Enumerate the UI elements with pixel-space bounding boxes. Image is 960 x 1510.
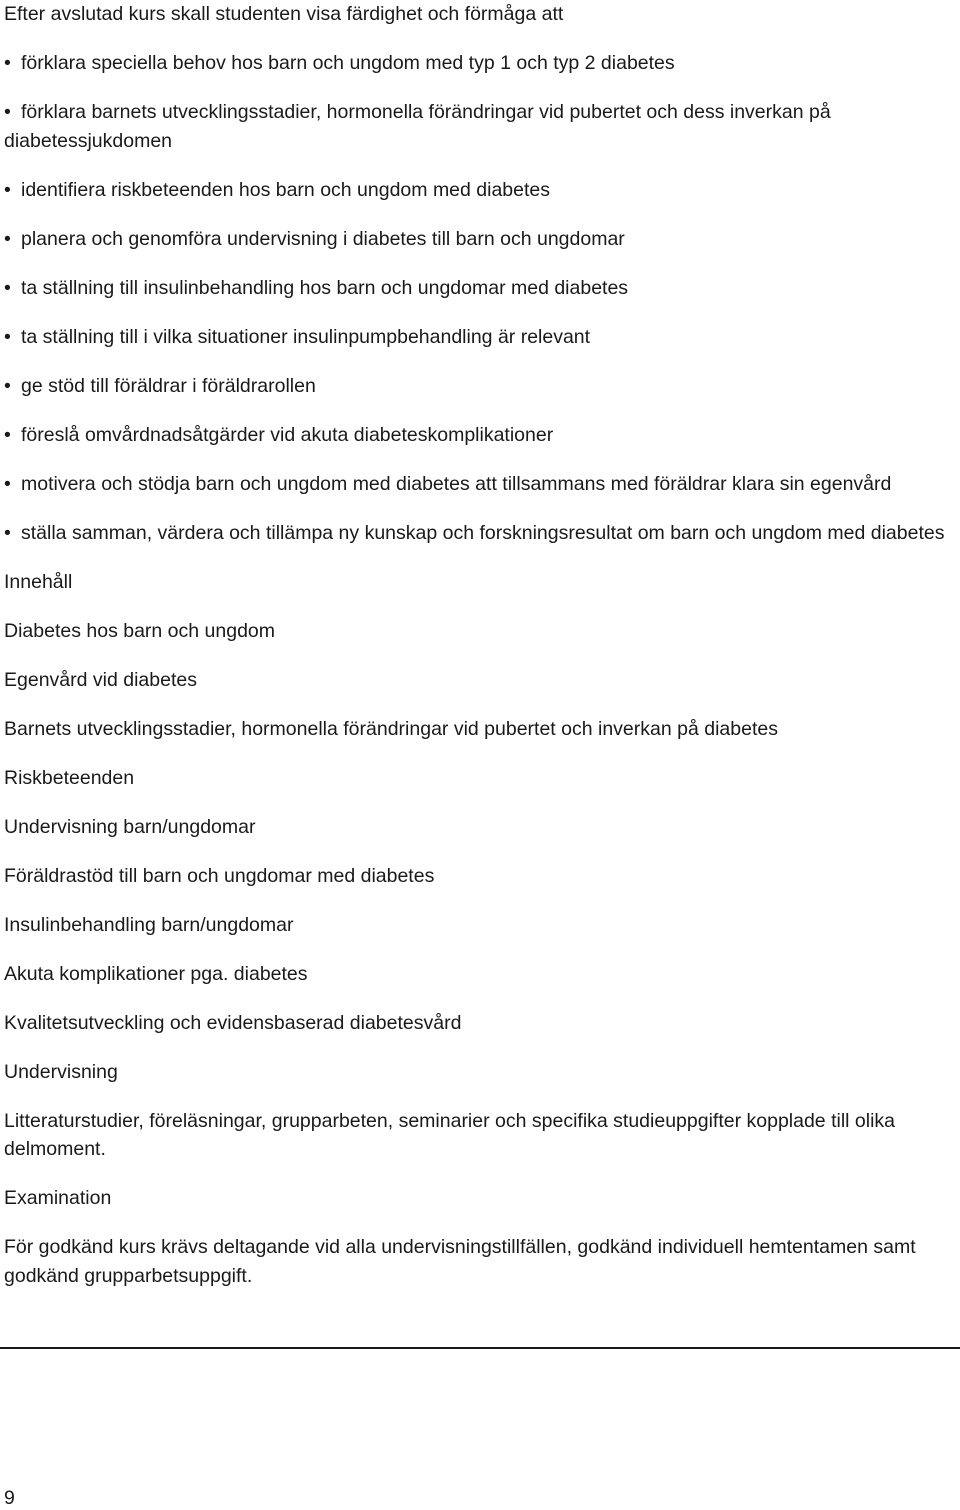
objective-item: • ställa samman, värdera och tillämpa ny kunskap och forskningsresultat om barn och ungdom med diabetes (4, 519, 948, 548)
document-body (4, 0, 948, 1290)
page-number: 9 (4, 1487, 15, 1509)
content-heading: Innehåll (4, 570, 73, 593)
objective-item: • förklara speciella behov hos barn och ungdom med typ 1 och typ 2 diabetes (4, 49, 948, 78)
objective-item: • motivera och stödja barn och ungdom med diabetes att tillsammans med föräldrar klara sin egenvård (4, 470, 948, 499)
footer-divider (0, 1347, 960, 1349)
examination-text: För godkänd kurs krävs deltagande vid alla undervisningstillfällen, godkänd individuell hemtentamen samt godkänd grupparbetsuppgift. (4, 1236, 916, 1287)
teaching-heading: Undervisning (4, 1060, 118, 1083)
teaching-text: Litteraturstudier, föreläsningar, grupparbeten, seminarier och specifika studieuppgifter kopplade till olika delmoment. (4, 1109, 896, 1160)
objective-item: • planera och genomföra undervisning i diabetes till barn och ungdomar (4, 225, 948, 254)
objective-item: • förklara barnets utvecklingsstadier, hormonella förändringar vid pubertet och dess inverkan på diabetessjukdomen (4, 98, 948, 155)
examination-heading: Examination (4, 1187, 112, 1209)
content-item: Kvalitetsutveckling och evidensbaserad diabetesvård (4, 1011, 462, 1034)
content-item: Egenvård vid diabetes (4, 668, 197, 691)
objective-item: • ta ställning till i vilka situationer insulinpumpbehandling är relevant (4, 323, 948, 352)
content-item: Barnets utvecklingsstadier, hormonella förändringar vid pubertet och inverkan på diabetes (4, 717, 778, 740)
content-item: Insulinbehandling barn/ungdomar (4, 913, 294, 936)
learning-objectives-list (4, 49, 948, 547)
content-item: Akuta komplikationer pga. diabetes (4, 962, 308, 985)
content-item: Diabetes hos barn och ungdom (4, 619, 276, 642)
content-item: Riskbeteenden (4, 766, 135, 789)
objective-item: • ge stöd till föräldrar i föräldrarollen (4, 372, 948, 401)
intro-text: Efter avslutad kurs skall studenten visa färdighet och förmåga att (4, 3, 564, 25)
content-item: Föräldrastöd till barn och ungdomar med diabetes (4, 864, 435, 887)
objective-item: • föreslå omvårdnadsåtgärder vid akuta diabeteskomplikationer (4, 421, 948, 450)
objective-item: • identifiera riskbeteenden hos barn och ungdom med diabetes (4, 176, 948, 205)
content-item: Undervisning barn/ungdomar (4, 815, 256, 838)
objective-item: • ta ställning till insulinbehandling hos barn och ungdomar med diabetes (4, 274, 948, 303)
